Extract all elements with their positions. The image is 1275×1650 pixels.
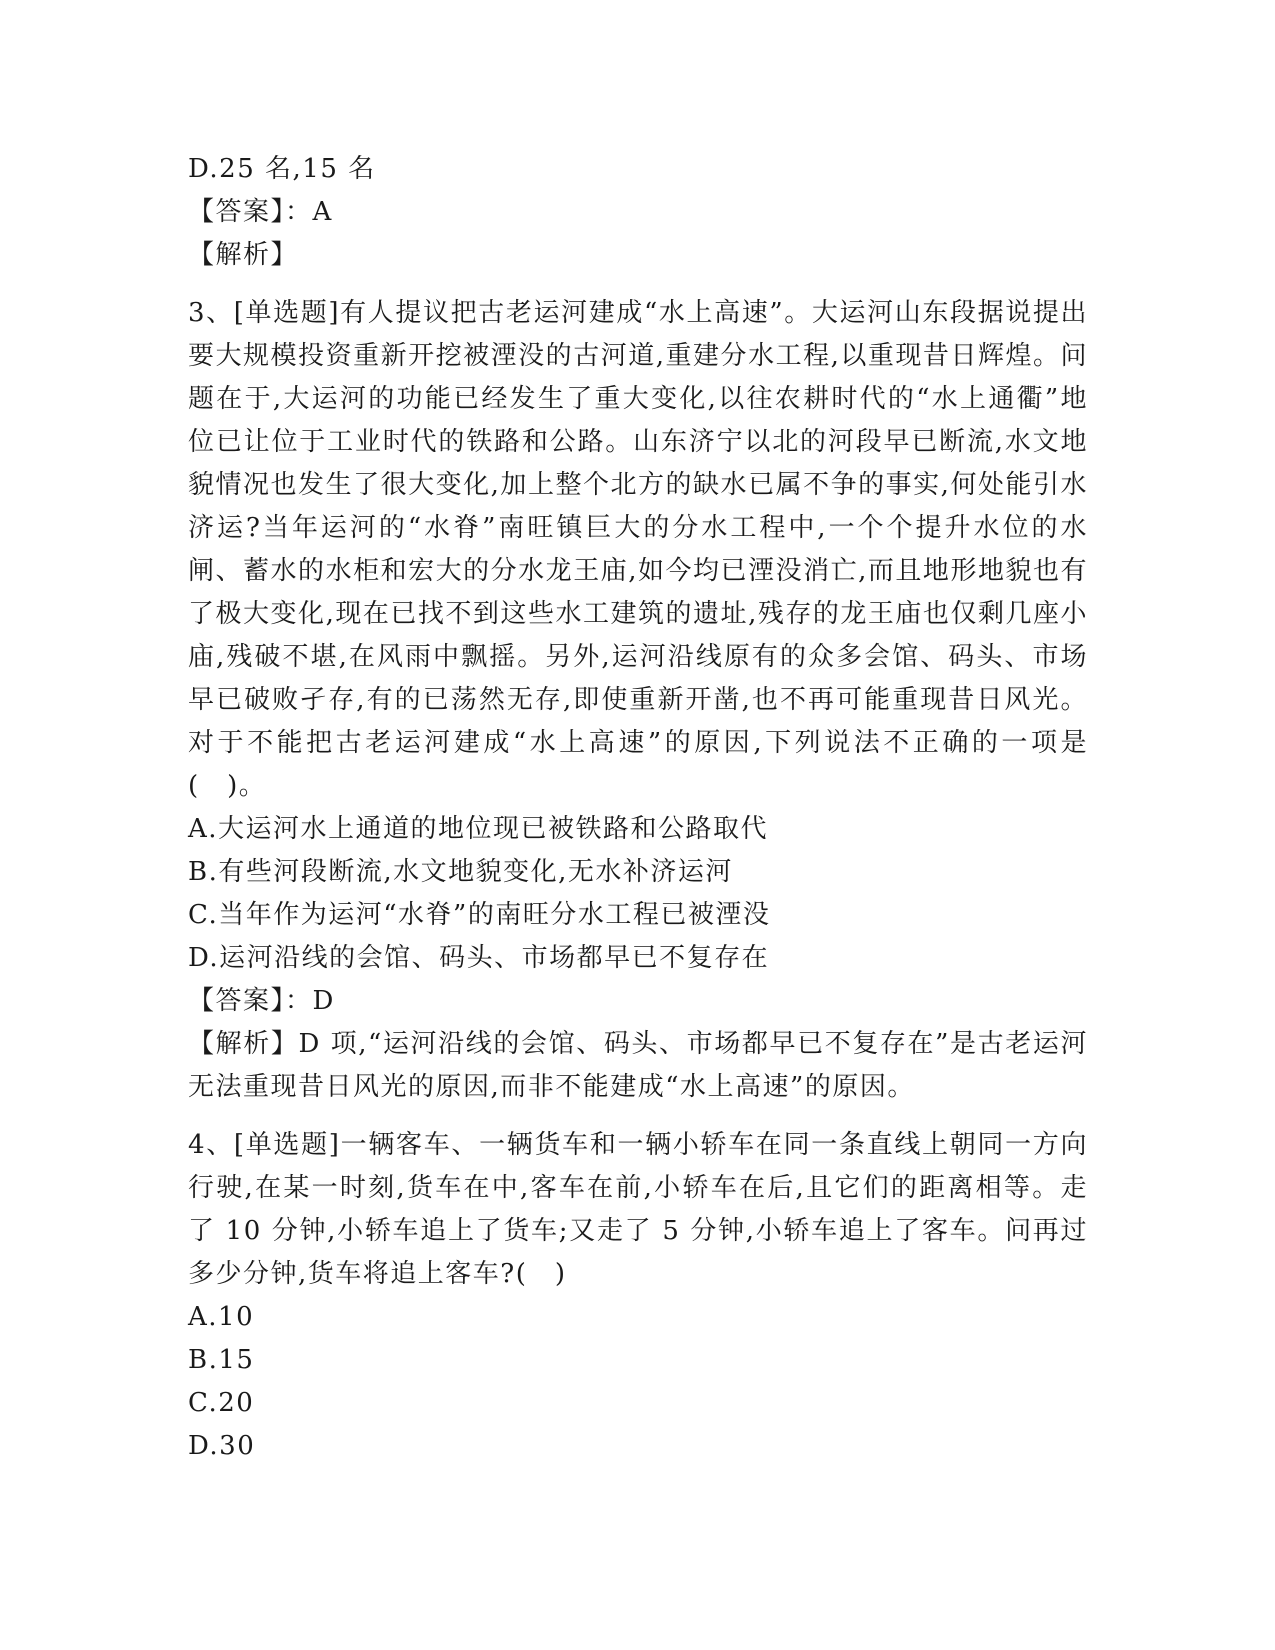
q4-stem: 4、[单选题]一辆客车、一辆货车和一辆小轿车在同一条直线上朝同一方向行驶,在某一时刻,货车在中,客车在前,小轿车在后,且它们的距离相等。走了 10 分钟,小轿车追上了货车;又走了 5 分钟,小轿车追上了客车。问再过多少分钟,货车将追上客车?( ) — [188, 1130, 1088, 1289]
q3-option-c: C.当年作为运河“水脊”的南旺分水工程已被湮没 — [188, 900, 771, 930]
q4-option-c: C.20 — [188, 1388, 255, 1418]
q2-answer: 【答案】：A — [188, 197, 333, 227]
spacer — [188, 1109, 1088, 1124]
q3-answer: 【答案】：D — [188, 986, 335, 1016]
question-3 — [188, 292, 1088, 1109]
spacer — [188, 277, 1088, 292]
q2-analysis: 【解析】 — [188, 240, 299, 270]
q3-option-a: A.大运河水上通道的地位现已被铁路和公路取代 — [188, 814, 769, 844]
q3-analysis: 【解析】D 项,“运河沿线的会馆、码头、市场都早已不复存在”是古老运河无法重现昔日风光的原因,而非不能建成“水上高速”的原因。 — [188, 1029, 1088, 1102]
q4-option-b: B.15 — [188, 1345, 255, 1375]
document-page — [188, 148, 1088, 1468]
q2-option-d: D.25 名,15 名 — [188, 154, 376, 184]
q3-option-d: D.运河沿线的会馆、码头、市场都早已不复存在 — [188, 943, 770, 973]
q4-option-d: D.30 — [188, 1431, 256, 1461]
q3-stem: 3、[单选题]有人提议把古老运河建成“水上高速”。大运河山东段据说提出要大规模投资重新开挖被湮没的古河道,重建分水工程,以重现昔日辉煌。问题在于,大运河的功能已经发生了重大变化,以往农耕时代的“水上通衢”地位已让位于工业时代的铁路和公路。山东济宁以北的河段早已断流,水文地貌情况也发生了很大变化,加上整个北方的缺水已属不争的事实,何处能引水济运?当年运河的“水脊”南旺镇巨大的分水工程中,一个个提升水位的水闸、蓄水的水柜和宏大的分水龙王庙,如今均已湮没消亡,而且地形地貌也有了极大变化,现在已找不到这些水工建筑的遗址,残存的龙王庙也仅剩几座小庙,残破不堪,在风雨中飘摇。另外,运河沿线原有的众多会馆、码头、市场早已破败孑存,有的已荡然无存,即使重新开凿,也不再可能重现昔日风光。对于不能把古老运河建成“水上高速”的原因,下列说法不正确的一项是( )。 — [188, 298, 1088, 801]
q4-option-a: A.10 — [188, 1302, 255, 1332]
question-2-tail — [188, 148, 1088, 277]
q3-option-b: B.有些河段断流,水文地貌变化,无水补济运河 — [188, 857, 733, 887]
question-4 — [188, 1124, 1088, 1468]
